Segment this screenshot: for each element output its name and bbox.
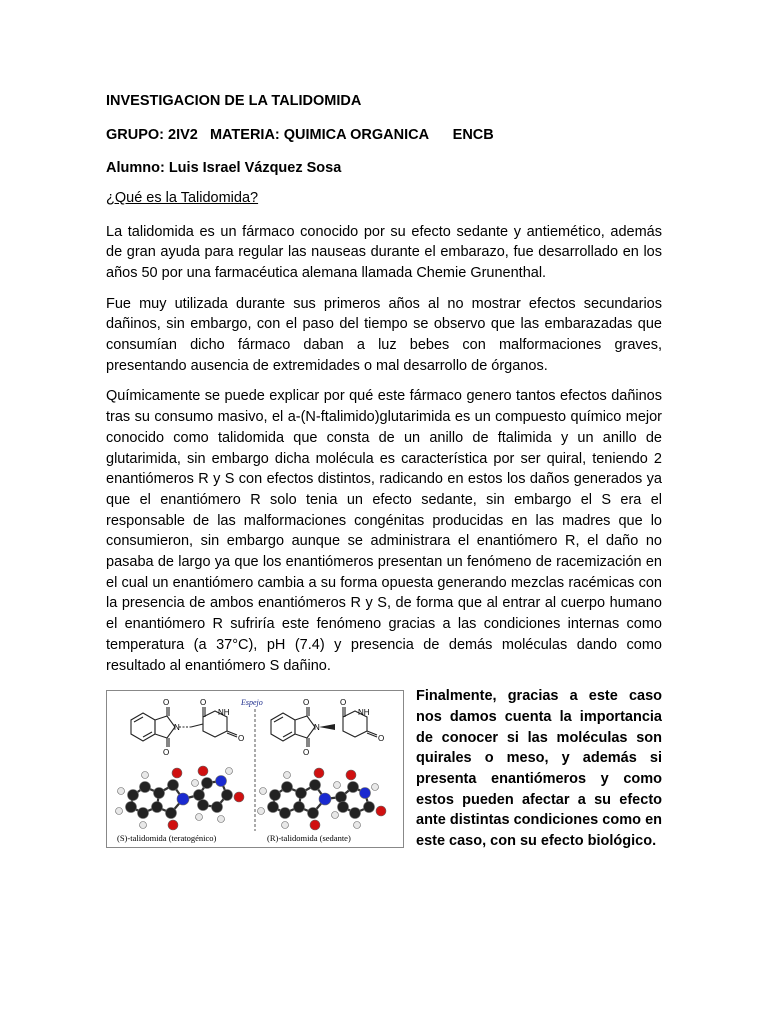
s-imide-ring [155,716,175,738]
enantiomers-diagram [107,691,403,847]
paragraph-chemistry: Químicamente se puede explicar por qué este fármaco genero tantos efectos dañinos tras su consumo masivo, el a-(N-ftalimido)glutarimida es un compuesto químico mejor conocido como talidomida que consta de un anillo de ftalimida y un anillo de glutarimida, sin embargo dicha molécula es característica por ser quiral, teniendo 2 enantiómeros R y S con efectos distintos, radicando en estos los daños generados ya que el enantiómero R solo tenia un efecto sedante, sin embargo el S era el responsable de las malformaciones congénitas producidas en las madres que lo consumieron, sin embargo aunque se administrara el enantiómero R, el daño no pasaba de largo ya que los enantiómeros presentan un fenómeno de racemización en el cual un enantiómero cambia a su forma opuesta generando mezclas racémicas con la presencia de ambos enantiómeros R y S, de forma que al entrar al cuerpo humano el enantiómero R sufriría este fenómeno gracias a las condiciones internas como temperatura (a 37°C), pH (7.4) y presencia de demás moléculas dando como resultado al enantiómero S dañino. [106,388,662,674]
r-nh-label: NH [358,708,370,718]
s-carbonyl-o2-label: O [163,748,170,758]
document-title: INVESTIGACION DE LA TALIDOMIDA [106,93,362,109]
s-carbonyl-o1-label: O [163,698,170,708]
paragraph-intro: La talidomida es un fármaco conocido por su efecto sedante y antiemético, además de gran ayuda para regular las nauseas durante el embarazo, fue desarrollado en los años 50 por una farmacéutica alemana llamada Chemie Grunenthal. [106,223,662,281]
group-subject-line: GRUPO: 2IV2 MATERIA: QUIMICA ORGANICA ENCB [106,127,494,143]
document-page [106,88,662,854]
paragraph-conclusion: Finalmente, gracias a este caso nos damos cuenta la importancia de conocer si las moléculas son quirales o meso, y además si presenta enantiómeros y como estos pueden afectar a su efecto ante distintas condiciones como en este caso, con su efecto biológico. [416,688,662,850]
r-carbonyl-o2-label: O [303,748,310,758]
student-name: Alumno: Luis Israel Vázquez Sosa [106,160,342,176]
figure-conclusion-block [106,686,662,852]
r-carbonyl-o4-label: O [378,734,385,744]
section-question: ¿Qué es la Talidomida? [106,190,259,206]
r-imide-ring [295,716,315,738]
thalidomide-enantiomers-figure [106,690,404,848]
r-wedge-bond [319,724,335,730]
mirror-label: Espejo [241,698,263,708]
s-carbonyl-o4-label: O [238,734,245,744]
paragraph-effects: Fue muy utilizada durante sus primeros años al no mostrar efectos secundarios dañinos, sin embargo, con el paso del tiempo se observo que las embarazadas que consumían dicho fármaco daban a luz bebes con malformaciones graves, presentando ausencia de extremidades o mal desarrollo de órganos. [106,295,662,374]
caption-s-enantiomer: (S)-talidomida (teratogénico) [117,833,217,844]
caption-r-enantiomer: (R)-talidomida (sedante) [267,833,351,844]
r-carbonyl-o3-label: O [340,698,347,708]
r-carbonyl-o1-label: O [303,698,310,708]
s-nh-label: NH [218,708,230,718]
s-carbonyl-o3-label: O [200,698,207,708]
s-imide-n-label: N [174,723,180,733]
r-imide-n-label: N [314,723,320,733]
